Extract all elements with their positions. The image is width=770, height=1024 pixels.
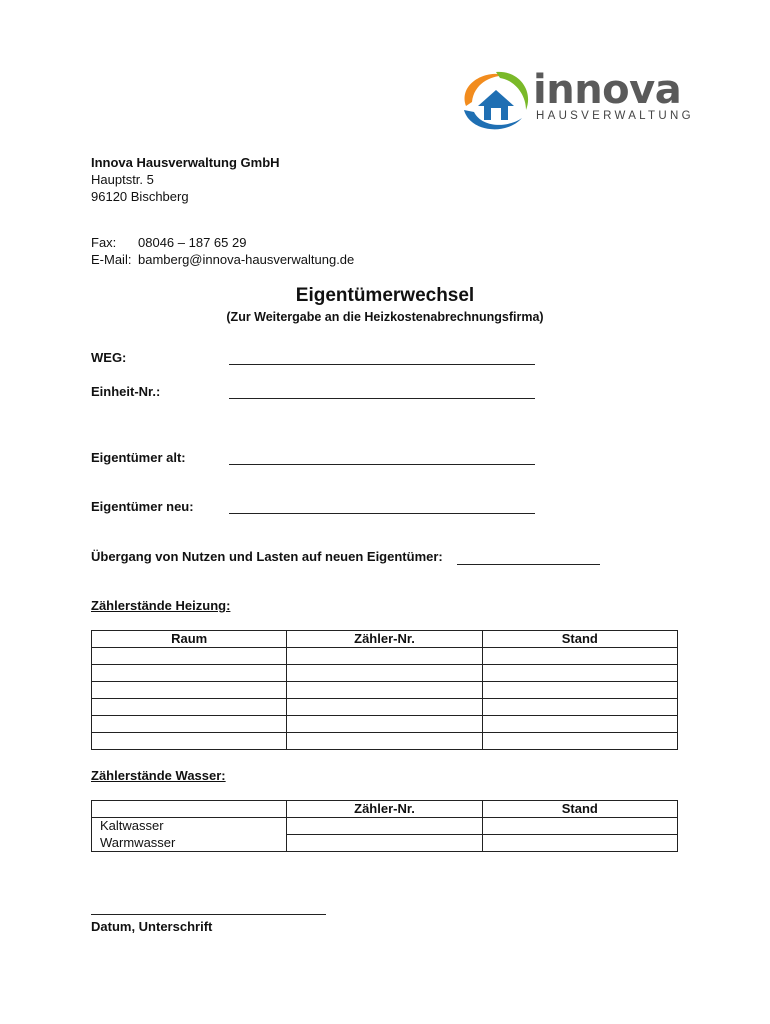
transfer-date-field[interactable] — [457, 564, 600, 565]
table-row — [92, 733, 678, 750]
table-cell[interactable] — [287, 835, 482, 852]
owner-new-label: Eigentümer neu: — [91, 499, 194, 514]
table-cell[interactable] — [482, 648, 677, 665]
table-cell[interactable] — [482, 682, 677, 699]
table-cell[interactable] — [287, 699, 482, 716]
unit-label: Einheit-Nr.: — [91, 384, 161, 399]
column-header: Stand — [482, 801, 677, 818]
logo-wordmark: innova — [533, 67, 682, 113]
fax-value: 08046 – 187 65 29 — [138, 235, 247, 250]
table-cell[interactable] — [287, 818, 482, 835]
table-header-row — [92, 631, 678, 648]
email-value: bamberg@innova-hausverwaltung.de — [138, 252, 355, 267]
street: Hauptstr. 5 — [91, 172, 154, 187]
table-cell[interactable] — [92, 648, 287, 665]
water-table — [91, 800, 678, 852]
table-cell[interactable] — [482, 665, 677, 682]
house-swirl-logo-icon — [456, 66, 536, 136]
signature-line[interactable] — [91, 914, 326, 915]
owner-new-field[interactable] — [229, 513, 535, 514]
row-label-cold-water: Kaltwasser — [92, 818, 287, 835]
table-row — [92, 835, 678, 852]
heating-table — [91, 630, 678, 750]
table-cell[interactable] — [482, 835, 677, 852]
unit-field[interactable] — [229, 398, 535, 399]
company-name: Innova Hausverwaltung GmbH — [91, 155, 280, 170]
table-cell[interactable] — [287, 733, 482, 750]
table-cell[interactable] — [482, 818, 677, 835]
document-title: Eigentümerwechsel — [295, 285, 475, 306]
table-row — [92, 665, 678, 682]
column-header — [92, 801, 287, 818]
table-cell[interactable] — [482, 733, 677, 750]
owner-old-field[interactable] — [229, 464, 535, 465]
table-cell[interactable] — [92, 716, 287, 733]
table-cell[interactable] — [92, 733, 287, 750]
row-label-warm-water: Warmwasser — [92, 835, 287, 852]
heating-section-title: Zählerstände Heizung: — [91, 598, 231, 613]
table-cell[interactable] — [92, 682, 287, 699]
table-cell[interactable] — [92, 699, 287, 716]
table-row — [92, 699, 678, 716]
document-subtitle: (Zur Weitergabe an die Heizkostenabrechnungsfirma) — [226, 310, 544, 324]
column-header: Zähler-Nr. — [287, 801, 482, 818]
table-row — [92, 682, 678, 699]
table-cell[interactable] — [482, 716, 677, 733]
weg-label: WEG: — [91, 350, 127, 365]
table-cell[interactable] — [287, 682, 482, 699]
table-cell[interactable] — [287, 716, 482, 733]
column-header: Raum — [92, 631, 287, 648]
owner-old-label: Eigentümer alt: — [91, 450, 186, 465]
column-header: Zähler-Nr. — [287, 631, 482, 648]
contact-block — [91, 234, 354, 268]
table-cell[interactable] — [482, 699, 677, 716]
weg-field[interactable] — [229, 364, 535, 365]
table-row — [92, 716, 678, 733]
water-section-title: Zählerstände Wasser: — [91, 768, 226, 783]
email-label: E-Mail: — [91, 252, 132, 267]
logo-tagline: HAUSVERWALTUNG — [536, 110, 694, 122]
table-row — [92, 648, 678, 665]
fax-label: Fax: — [91, 235, 117, 250]
table-cell[interactable] — [287, 648, 482, 665]
signature-label: Datum, Unterschrift — [91, 919, 213, 934]
city: 96120 Bischberg — [91, 189, 189, 204]
sender-address — [91, 154, 280, 205]
table-cell[interactable] — [287, 665, 482, 682]
table-row — [92, 818, 678, 835]
column-header: Stand — [482, 631, 677, 648]
table-header-row — [92, 801, 678, 818]
transfer-label: Übergang von Nutzen und Lasten auf neuen Eigentümer: — [91, 549, 443, 564]
table-cell[interactable] — [92, 665, 287, 682]
